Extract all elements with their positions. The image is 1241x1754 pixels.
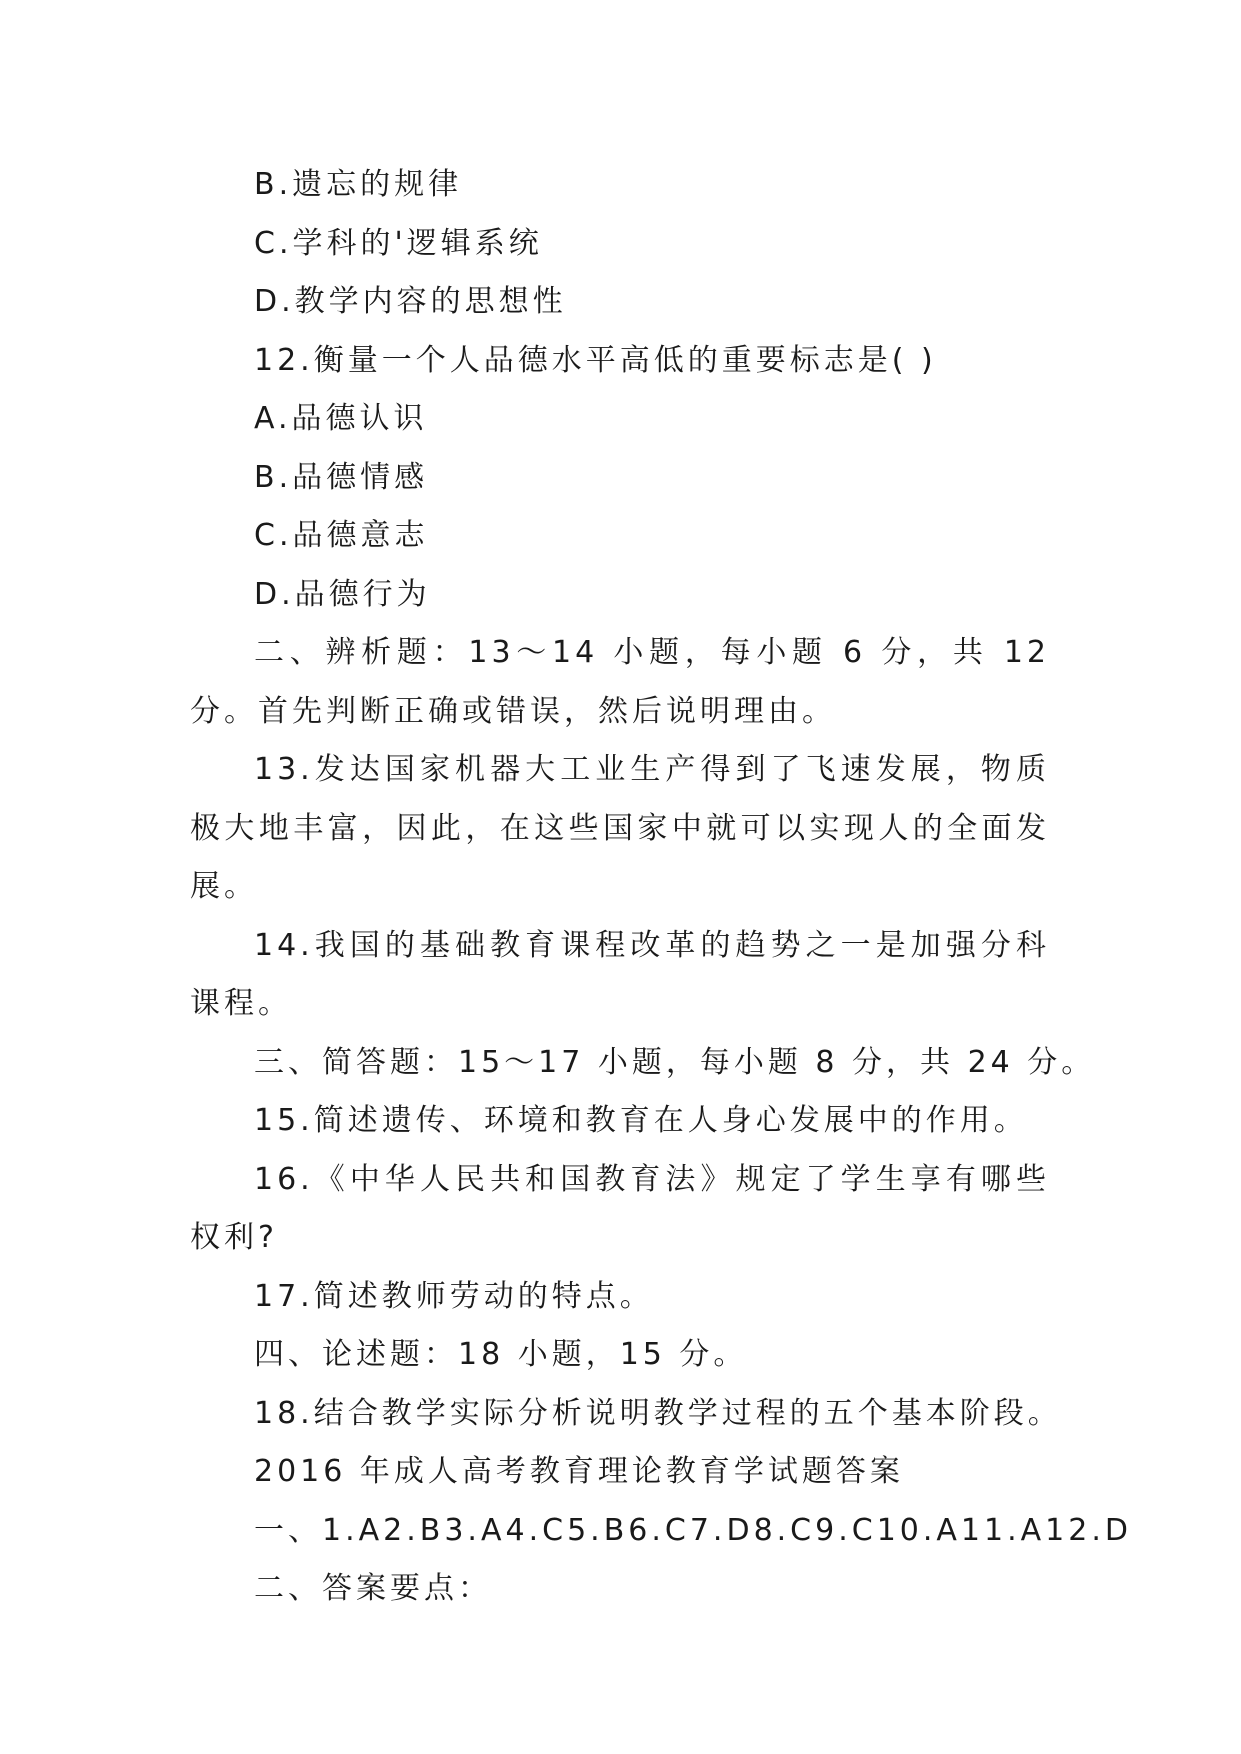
q11-option-c: C.学科的'逻辑系统 (254, 225, 543, 261)
question-14: 14.我国的基础教育课程改革的趋势之一是加强分科课程。 (190, 927, 1050, 1021)
answers-part2: 二、答案要点： (254, 1571, 492, 1606)
q12-option-b: B.品德情感 (254, 459, 429, 495)
question-13: 13.发达国家机器大工业生产得到了飞速发展，物质极大地丰富，因此，在这些国家中就可以实现人的全面发展。 (190, 752, 1050, 904)
question-17: 17.简述教师劳动的特点。 (254, 1278, 654, 1314)
q12-option-c: C.品德意志 (254, 518, 429, 553)
section2-heading: 二、辨析题：13～14 小题，每小题 6 分，共 12 分。首先判断正确或错误，然后说明理由。 (190, 635, 1050, 729)
answers-title: 2016 年成人高考教育理论教育学试题答案 (254, 1454, 904, 1489)
answers-part1: 一、1.A2.B3.A4.C5.B6.C7.D8.C9.C10.A11.A12.D (254, 1512, 1132, 1548)
q11-option-d: D.教学内容的思想性 (254, 284, 567, 319)
q12-option-d: D.品德行为 (254, 576, 431, 612)
q12-stem: 12.衡量一个人品德水平高低的重要标志是( ) (254, 342, 937, 378)
q11-option-b: B.遗忘的规律 (254, 167, 463, 202)
question-16: 16.《中华人民共和国教育法》规定了学生享有哪些权利? (190, 1161, 1050, 1255)
section4-heading: 四、论述题：18 小题，15 分。 (254, 1337, 748, 1372)
section3-heading: 三、简答题：15～17 小题，每小题 8 分，共 24 分。 (254, 1044, 1096, 1080)
q12-option-a: A.品德认识 (254, 401, 428, 436)
document-body (190, 156, 1132, 1619)
question-18: 18.结合教学实际分析说明教学过程的五个基本阶段。 (254, 1395, 1062, 1431)
question-15: 15.简述遗传、环境和教育在人身心发展中的作用。 (254, 1103, 1028, 1138)
